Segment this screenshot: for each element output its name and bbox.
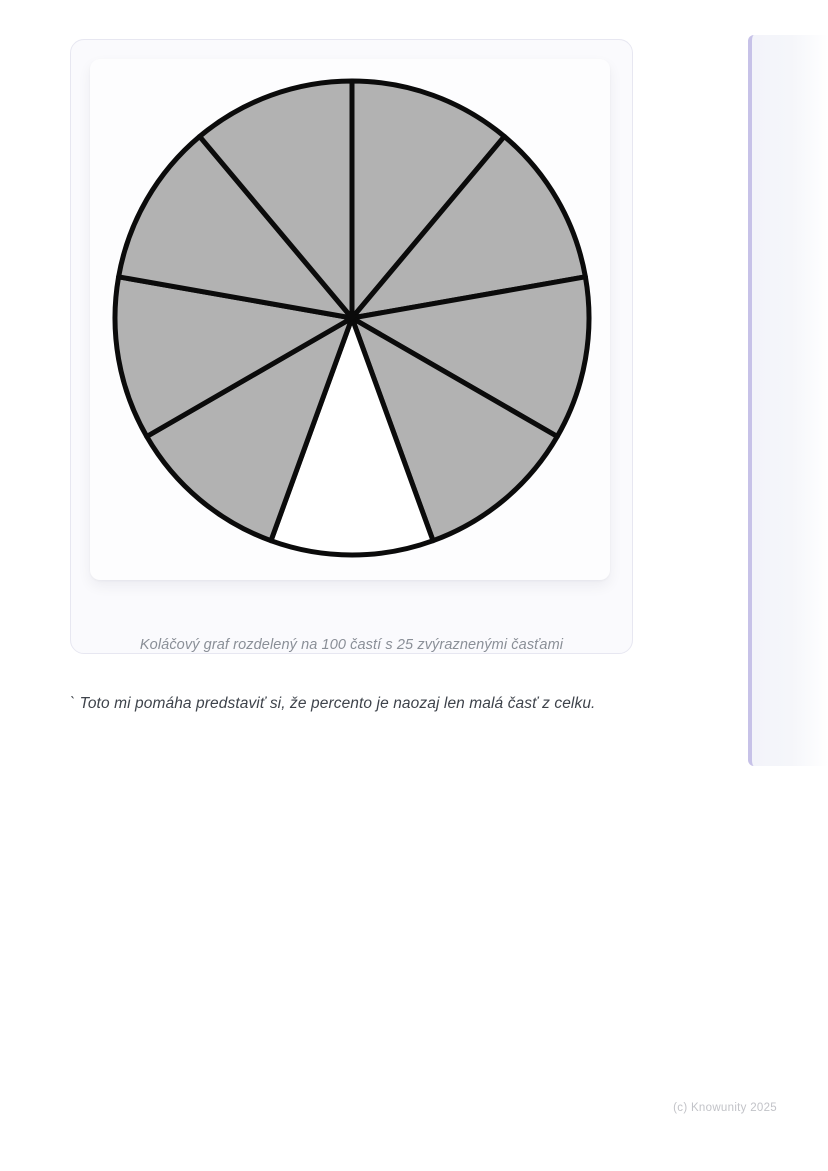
next-page-preview[interactable] [748, 35, 828, 766]
pie-chart-panel [90, 59, 610, 580]
figure-caption: Koláčový graf rozdelený na 100 častí s 25 zvýraznenými časťami [139, 637, 564, 653]
note-text: ` Toto mi pomáha predstaviť si, že percento je naozaj len malá časť z celku. [70, 695, 596, 712]
footer-copyright: (c) Knowunity 2025 [673, 1102, 777, 1114]
figure-card [70, 39, 633, 654]
pie-chart [90, 59, 610, 580]
